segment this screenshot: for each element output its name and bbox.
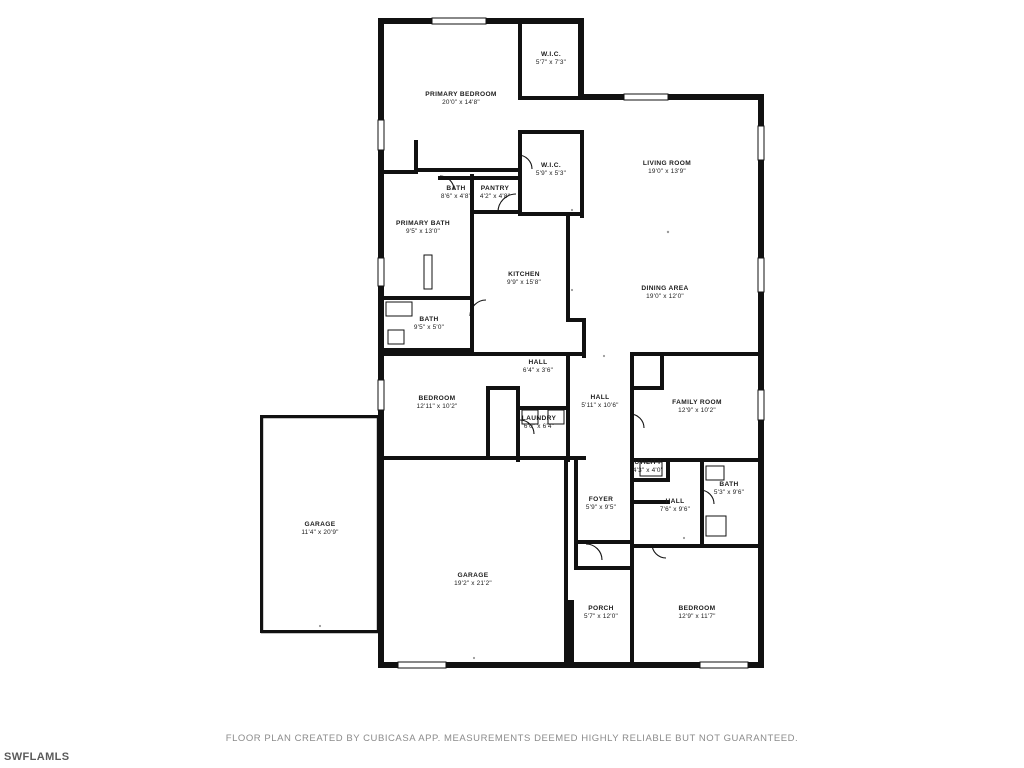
- room-name: GARAGE: [457, 571, 489, 579]
- room-dimensions: 9'5" x 13'0": [406, 228, 440, 236]
- room-name: BATH: [719, 480, 739, 488]
- room-name: HALL: [665, 497, 685, 505]
- room-dimensions: 8'6" x 4'8": [440, 193, 472, 201]
- interior-fills: [378, 18, 764, 668]
- room-name: BEDROOM: [418, 394, 456, 402]
- room-name: W.I.C.: [540, 161, 562, 169]
- room-dimensions: 12'9" x 10'2": [678, 407, 716, 415]
- room-dimensions: 4'2" x 4'8": [479, 193, 511, 201]
- room-name: BEDROOM: [678, 604, 716, 612]
- room-dimensions: 19'2" x 21'2": [454, 580, 492, 588]
- room-name: PORCH: [588, 604, 614, 612]
- room-dimensions: 11'4" x 20'9": [301, 529, 339, 537]
- room-dimensions: 12'9" x 11'7": [678, 613, 716, 621]
- room-name: BATH: [419, 315, 439, 323]
- room-name: GARAGE: [304, 520, 336, 528]
- left-garage-outline: [262, 417, 378, 632]
- room-dimensions: 19'0" x 12'0": [646, 293, 684, 301]
- room-dimensions: 5'7" x 7'3": [535, 59, 567, 67]
- room-name: LIVING ROOM: [642, 159, 692, 167]
- room-dimensions: 19'0" x 13'9": [648, 168, 686, 176]
- left-garage-wall-top: [260, 415, 380, 633]
- room-name: UTILITY: [634, 458, 662, 466]
- room-name: PRIMARY BATH: [396, 219, 450, 227]
- room-dimensions: 5'11" x 10'6": [581, 402, 619, 410]
- room-dimensions: 5'7" x 12'0": [584, 613, 618, 621]
- room-dimensions: 7'6" x 9'6": [659, 506, 691, 514]
- room-name: PANTRY: [480, 184, 510, 192]
- room-dimensions: 20'0" x 14'8": [442, 99, 480, 107]
- room-name: PRIMARY BEDROOM: [425, 90, 497, 98]
- room-name: LAUNDRY: [521, 414, 557, 422]
- watermark-swflamls: SWFLAMLS: [4, 751, 70, 763]
- room-dimensions: 5'3" x 9'6": [713, 489, 745, 497]
- room-dimensions: 6'4" x 3'6": [522, 367, 554, 375]
- room-name: W.I.C.: [540, 50, 562, 58]
- room-name: BATH: [446, 184, 466, 192]
- room-name: HALL: [528, 358, 548, 366]
- room-dimensions: 5'9" x 5'3": [535, 170, 567, 178]
- room-dimensions: 5'9" x 9'5": [585, 504, 617, 512]
- room-name: HALL: [590, 393, 610, 401]
- footer-disclaimer: FLOOR PLAN CREATED BY CUBICASA APP. MEASUREMENTS DEEMED HIGHLY RELIABLE BUT NOT GUARANTEED.: [225, 733, 799, 744]
- room-name: FAMILY ROOM: [672, 398, 722, 406]
- room-dimensions: 4'3" x 4'0": [632, 467, 664, 475]
- room-dimensions: 6'0" x 6'4": [523, 423, 555, 431]
- room-dimensions: 9'9" x 15'8": [507, 279, 541, 287]
- room-name: FOYER: [588, 495, 614, 503]
- room-dimensions: 9'5" x 5'0": [413, 324, 445, 332]
- room-name: DINING AREA: [641, 284, 689, 292]
- room-dimensions: 12'11" x 10'2": [416, 403, 458, 411]
- room-name: KITCHEN: [508, 270, 540, 278]
